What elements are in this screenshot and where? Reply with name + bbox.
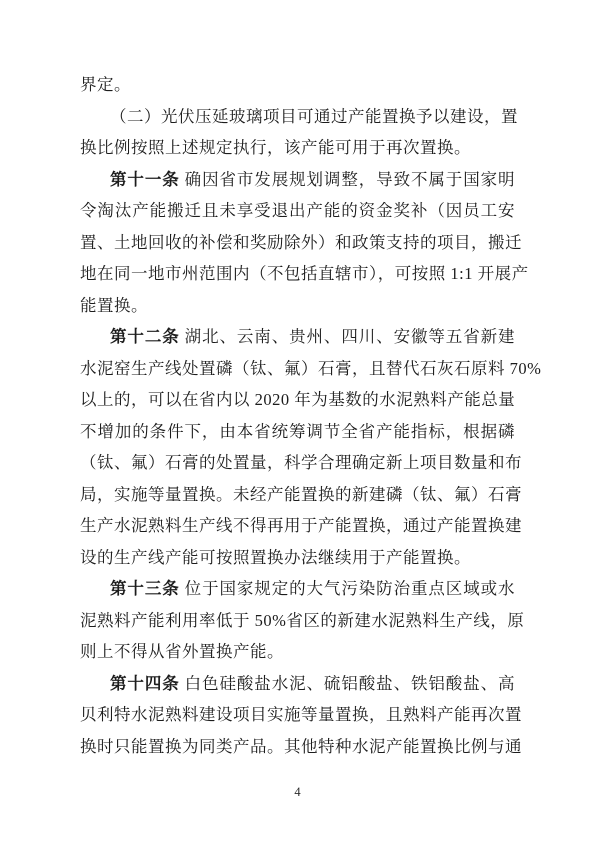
line-text: （钛、氟）石膏的处置量，科学合理确定新上项目数量和布 bbox=[80, 453, 522, 472]
line-text: 湖北、云南、贵州、四川、安徽等五省新建 bbox=[179, 327, 516, 346]
line-text: 能置换。 bbox=[80, 295, 148, 315]
article-number: 第十三条 bbox=[110, 579, 180, 598]
text-line bbox=[80, 164, 515, 196]
line-text: 则上不得从省外置换产能。 bbox=[80, 642, 284, 661]
line-text: 置、土地回收的补偿和奖励除外）和政策支持的项目，搬迁 bbox=[80, 232, 522, 252]
text-line bbox=[80, 384, 515, 416]
text-line bbox=[80, 353, 542, 385]
text-line bbox=[80, 731, 522, 763]
line-text: （二）光伏压延玻璃项目可通过产能置换予以建设，置 bbox=[110, 106, 518, 126]
line-text: 设的生产线产能可按照置换办法继续用于产能置换。 bbox=[80, 547, 471, 567]
article-number: 第十二条 bbox=[110, 327, 180, 346]
page-number: 4 bbox=[294, 785, 301, 799]
text-line bbox=[80, 321, 515, 353]
line-text: 局，实施等量置换。未经产能置换的新建磷（钛、氟）石膏 bbox=[80, 484, 522, 504]
text-line bbox=[80, 132, 515, 164]
text-line bbox=[80, 668, 515, 700]
line-text: 换时只能置换为同类产品。其他特种水泥产能置换比例与通 bbox=[80, 736, 522, 756]
line-text: 以上的，可以在省内以 2020 年为基数的水泥熟料产能总量 bbox=[80, 390, 516, 409]
text-line bbox=[80, 227, 522, 259]
line-text: 地在同一地市州范围内（不包括直辖市），可按照 1:1 开展产 bbox=[80, 264, 529, 283]
text-line bbox=[80, 636, 515, 668]
text-line bbox=[80, 447, 522, 479]
line-text: 泥熟料产能利用率低于 50%省区的新建水泥熟料生产线，原 bbox=[80, 610, 525, 630]
text-line bbox=[80, 416, 515, 448]
text-line bbox=[80, 699, 522, 731]
line-text: 水泥窑生产线处置磷（钛、氟）石膏，且替代石灰石原料 70% bbox=[80, 358, 542, 378]
text-line bbox=[80, 101, 518, 133]
text-line bbox=[80, 258, 529, 290]
text-line bbox=[80, 605, 525, 637]
text-line bbox=[80, 573, 515, 605]
document-page-body bbox=[80, 69, 542, 762]
line-text: 生产水泥熟料生产线不得再用于产能置换，通过产能置换建 bbox=[80, 516, 522, 535]
text-line bbox=[80, 290, 515, 322]
line-text: 界定。 bbox=[80, 75, 131, 94]
line-text: 换比例按照上述规定执行，该产能可用于再次置换。 bbox=[80, 138, 471, 157]
article-number: 第十一条 bbox=[110, 169, 180, 189]
line-text: 不增加的条件下，由本省统筹调节全省产能指标，根据磷 bbox=[80, 421, 515, 441]
text-line bbox=[80, 195, 515, 227]
line-text: 位于国家规定的大气污染防治重点区域或水 bbox=[179, 579, 516, 598]
line-text: 令淘汰产能搬迁且未享受退出产能的资金奖补（因员工安 bbox=[80, 201, 515, 220]
line-text: 确因省市发展规划调整，导致不属于国家明 bbox=[179, 169, 516, 189]
article-number: 第十四条 bbox=[110, 673, 180, 693]
line-text: 贝利特水泥熟料建设项目实施等量置换，且熟料产能再次置 bbox=[80, 705, 522, 724]
text-line bbox=[80, 479, 522, 511]
text-line bbox=[80, 510, 522, 542]
text-line bbox=[80, 69, 515, 101]
text-line bbox=[80, 542, 515, 574]
line-text: 白色硅酸盐水泥、硫铝酸盐、铁铝酸盐、高 bbox=[179, 673, 516, 693]
